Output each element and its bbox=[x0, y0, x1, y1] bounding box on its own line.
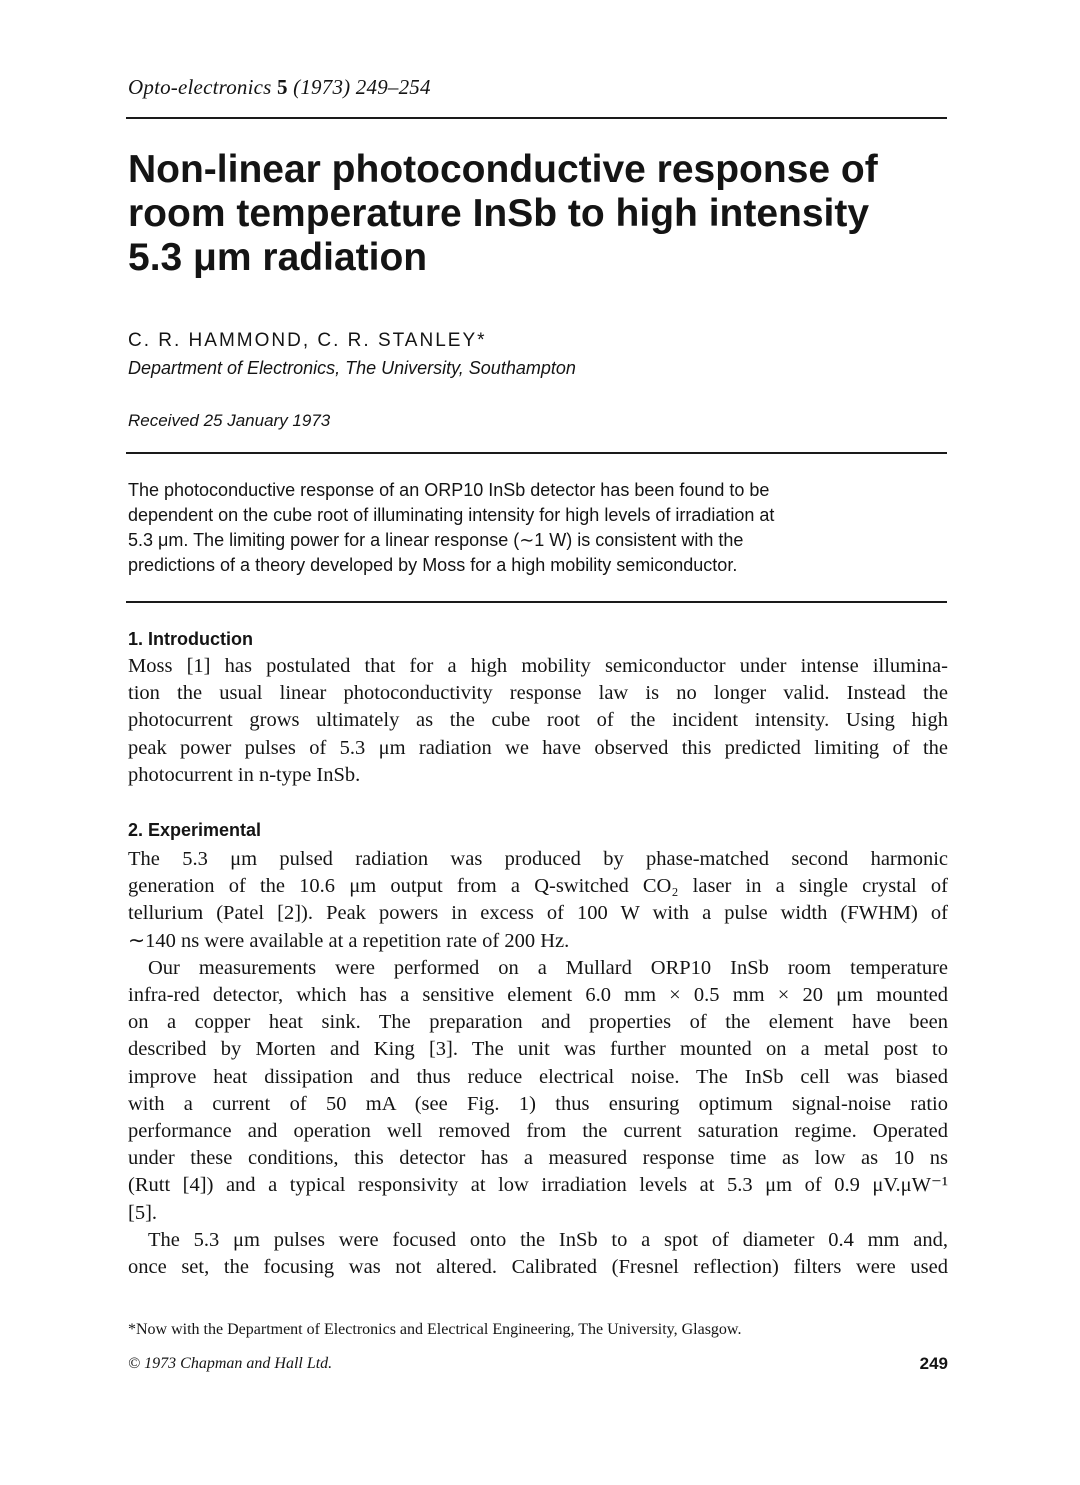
journal-citation bbox=[128, 75, 431, 100]
text-line: improve heat dissipation and thus reduce electrical noise. The InSb cell was biased bbox=[128, 1065, 948, 1088]
text-line: described by Morten and King [3]. The unit was further mounted on a metal post to bbox=[128, 1038, 948, 1061]
title-line: room temperature InSb to high intensity bbox=[128, 192, 870, 235]
text-line: once set, the focusing was not altered. Calibrated (Fresnel reflection) filters were used bbox=[128, 1256, 948, 1279]
journal-volume: 5 bbox=[277, 75, 288, 99]
text-line: peak power pulses of 5.3 μm radiation we have observed this predicted limiting of the bbox=[128, 736, 948, 759]
introduction-text bbox=[128, 653, 948, 789]
text-line: with a current of 50 mA (see Fig. 1) thus ensuring optimum signal-noise ratio bbox=[128, 1092, 948, 1115]
text-line: The 5.3 μm pulsed radiation was produced by phase-matched second harmonic bbox=[128, 848, 948, 870]
text-line: on a copper heat sink. The preparation and properties of the element have been bbox=[128, 1011, 948, 1034]
journal-pages: 249–254 bbox=[355, 75, 431, 99]
abstract bbox=[128, 478, 928, 578]
text-line: tion the usual linear photoconductivity response law is no longer valid. Instead the bbox=[128, 682, 948, 705]
text-line: under these conditions, this detector has a measured response time as low as 10 ns bbox=[128, 1147, 948, 1170]
header-rule bbox=[126, 117, 947, 119]
text-line: photocurrent grows ultimately as the cube root of the incident intensity. Using high bbox=[128, 709, 948, 732]
page-number: 249 bbox=[919, 1354, 948, 1373]
copyright: © 1973 Chapman and Hall Ltd. bbox=[128, 1355, 333, 1372]
section-heading-introduction: 1. Introduction bbox=[128, 629, 253, 649]
text-line: generation of the 10.6 μm output from a Q-switched CO₂ laser in a single crystal of bbox=[128, 875, 948, 898]
abstract-line: predictions of a theory developed by Moss for a high mobility semiconductor. bbox=[128, 555, 738, 575]
received-date: Received 25 January 1973 bbox=[128, 411, 331, 430]
journal-year: (1973) bbox=[293, 75, 351, 99]
text-line: ∼140 ns were available at a repetition rate of 200 Hz. bbox=[128, 929, 570, 952]
affiliation: Department of Electronics, The University, Southampton bbox=[128, 358, 576, 378]
text-line: Moss [1] has postulated that for a high mobility semiconductor under intense illumina- bbox=[128, 655, 948, 677]
text-line: Our measurements were performed on a Mullard ORP10 InSb room temperature bbox=[148, 956, 948, 979]
text-line: (Rutt [4]) and a typical responsivity at low irradiation levels at 5.3 μm of 0.9 μV.μW⁻¹ bbox=[128, 1174, 948, 1197]
text-line: performance and operation well removed from the current saturation regime. Operated bbox=[128, 1120, 948, 1143]
abstract-top-rule bbox=[126, 452, 947, 454]
section-heading-experimental: 2. Experimental bbox=[128, 820, 262, 840]
abstract-line: dependent on the cube root of illuminating intensity for high levels of irradiation at bbox=[128, 505, 775, 525]
text-line: [5]. bbox=[128, 1201, 158, 1224]
abstract-line: 5.3 μm. The limiting power for a linear response (∼1 W) is consistent with the bbox=[128, 530, 744, 550]
text-line: The 5.3 μm pulses were focused onto the InSb to a spot of diameter 0.4 mm and, bbox=[148, 1228, 948, 1251]
text-line: photocurrent in n-type InSb. bbox=[128, 763, 361, 786]
abstract-bottom-rule bbox=[126, 601, 947, 603]
text-line: infra-red detector, which has a sensitive element 6.0 mm × 0.5 mm × 20 μm mounted bbox=[128, 984, 948, 1007]
experimental-text bbox=[128, 846, 948, 1281]
title-line: Non-linear photoconductive response of bbox=[128, 148, 878, 191]
footnote: *Now with the Department of Electronics and Electrical Engineering, The University, Glasgow. bbox=[128, 1321, 742, 1338]
journal-name: Opto-electronics bbox=[128, 75, 272, 99]
text-line: tellurium (Patel [2]). Peak powers in excess of 100 W with a pulse width (FWHM) of bbox=[128, 902, 948, 925]
authors: C. R. HAMMOND, C. R. STANLEY* bbox=[128, 330, 487, 351]
paper-title bbox=[128, 148, 958, 280]
abstract-line: The photoconductive response of an ORP10 InSb detector has been found to be bbox=[128, 480, 770, 500]
title-line: 5.3 μm radiation bbox=[128, 236, 428, 279]
